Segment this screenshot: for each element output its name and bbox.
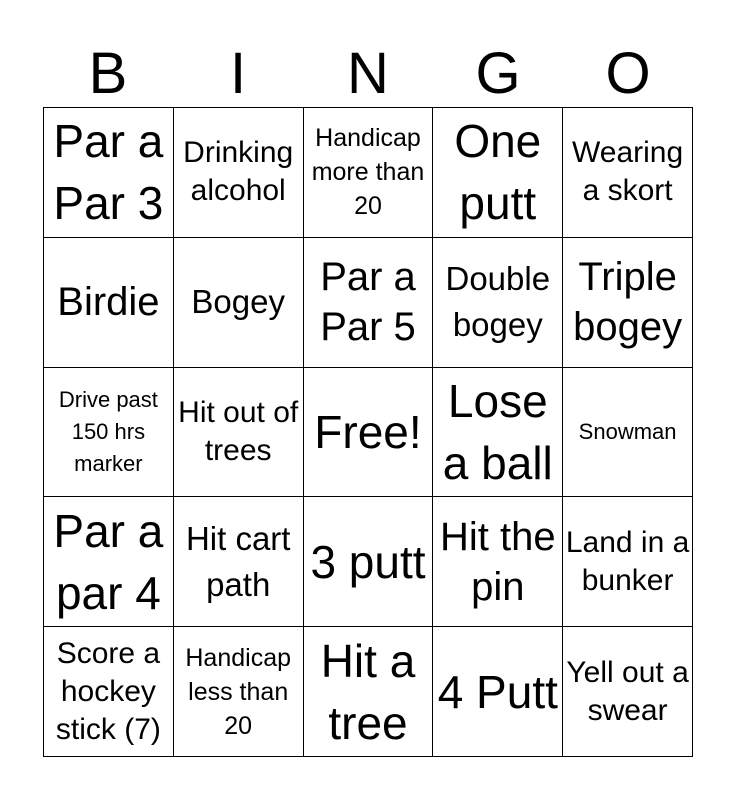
bingo-board	[43, 107, 693, 757]
cell-label: 4 Putt	[437, 665, 558, 718]
cell-label: Triple bogey	[573, 255, 683, 350]
bingo-cell[interactable]	[304, 238, 434, 368]
bingo-cell[interactable]	[433, 108, 563, 238]
cell-label: Par a Par 5	[320, 255, 416, 350]
cell-label: Hit a tree	[320, 634, 416, 749]
header-letter-o: O	[605, 41, 651, 106]
bingo-cell[interactable]	[304, 108, 434, 238]
bingo-cell[interactable]	[563, 238, 693, 368]
header-letter-n: N	[347, 41, 389, 106]
bingo-free-cell[interactable]	[304, 368, 434, 498]
cell-label: One putt	[454, 115, 542, 230]
bingo-cell[interactable]	[304, 497, 434, 627]
bingo-cell[interactable]	[174, 627, 304, 757]
cell-label: Birdie	[57, 280, 160, 325]
bingo-cell[interactable]	[44, 368, 174, 498]
bingo-cell[interactable]	[174, 497, 304, 627]
bingo-cell[interactable]	[44, 627, 174, 757]
bingo-cell[interactable]	[433, 497, 563, 627]
cell-label: Double bogey	[445, 260, 551, 344]
cell-label: 3 putt	[310, 535, 426, 588]
bingo-cell[interactable]	[304, 627, 434, 757]
cell-label: Bogey	[191, 283, 285, 321]
bingo-cell[interactable]	[44, 238, 174, 368]
cell-label: Hit out of trees	[178, 395, 299, 467]
cell-label: Par a Par 3	[53, 115, 164, 230]
bingo-cell[interactable]	[174, 368, 304, 498]
cell-label: Hit cart path	[185, 519, 291, 603]
cell-label: Wearing a skort	[572, 136, 684, 208]
bingo-header	[43, 42, 693, 106]
bingo-cell[interactable]	[563, 627, 693, 757]
bingo-cell[interactable]	[563, 368, 693, 498]
bingo-cell[interactable]	[433, 627, 563, 757]
cell-label: Yell out a swear	[566, 655, 689, 727]
cell-label: Score a hockey stick (7)	[55, 636, 161, 746]
bingo-cell[interactable]	[563, 108, 693, 238]
cell-label: Snowman	[578, 418, 677, 444]
bingo-cell[interactable]	[563, 497, 693, 627]
cell-label: Handicap less than 20	[185, 643, 292, 740]
bingo-cell[interactable]	[174, 238, 304, 368]
bingo-cell[interactable]	[44, 108, 174, 238]
cell-label: Handicap more than 20	[311, 124, 425, 221]
cell-label: Drive past 150 hrs marker	[58, 386, 158, 476]
cell-label: Land in a bunker	[565, 525, 690, 597]
cell-label: Lose a ball	[442, 374, 553, 489]
bingo-cell[interactable]	[433, 368, 563, 498]
bingo-cell[interactable]	[433, 238, 563, 368]
header-letter-g: G	[475, 41, 521, 106]
bingo-cell[interactable]	[174, 108, 304, 238]
cell-label: Par a par 4	[53, 504, 164, 619]
free-space-label: Free!	[314, 405, 422, 458]
header-letter-b: B	[88, 41, 128, 106]
header-letter-i: I	[229, 41, 247, 106]
cell-label: Drinking alcohol	[183, 136, 294, 208]
cell-label: Hit the pin	[439, 514, 556, 609]
bingo-cell[interactable]	[44, 497, 174, 627]
